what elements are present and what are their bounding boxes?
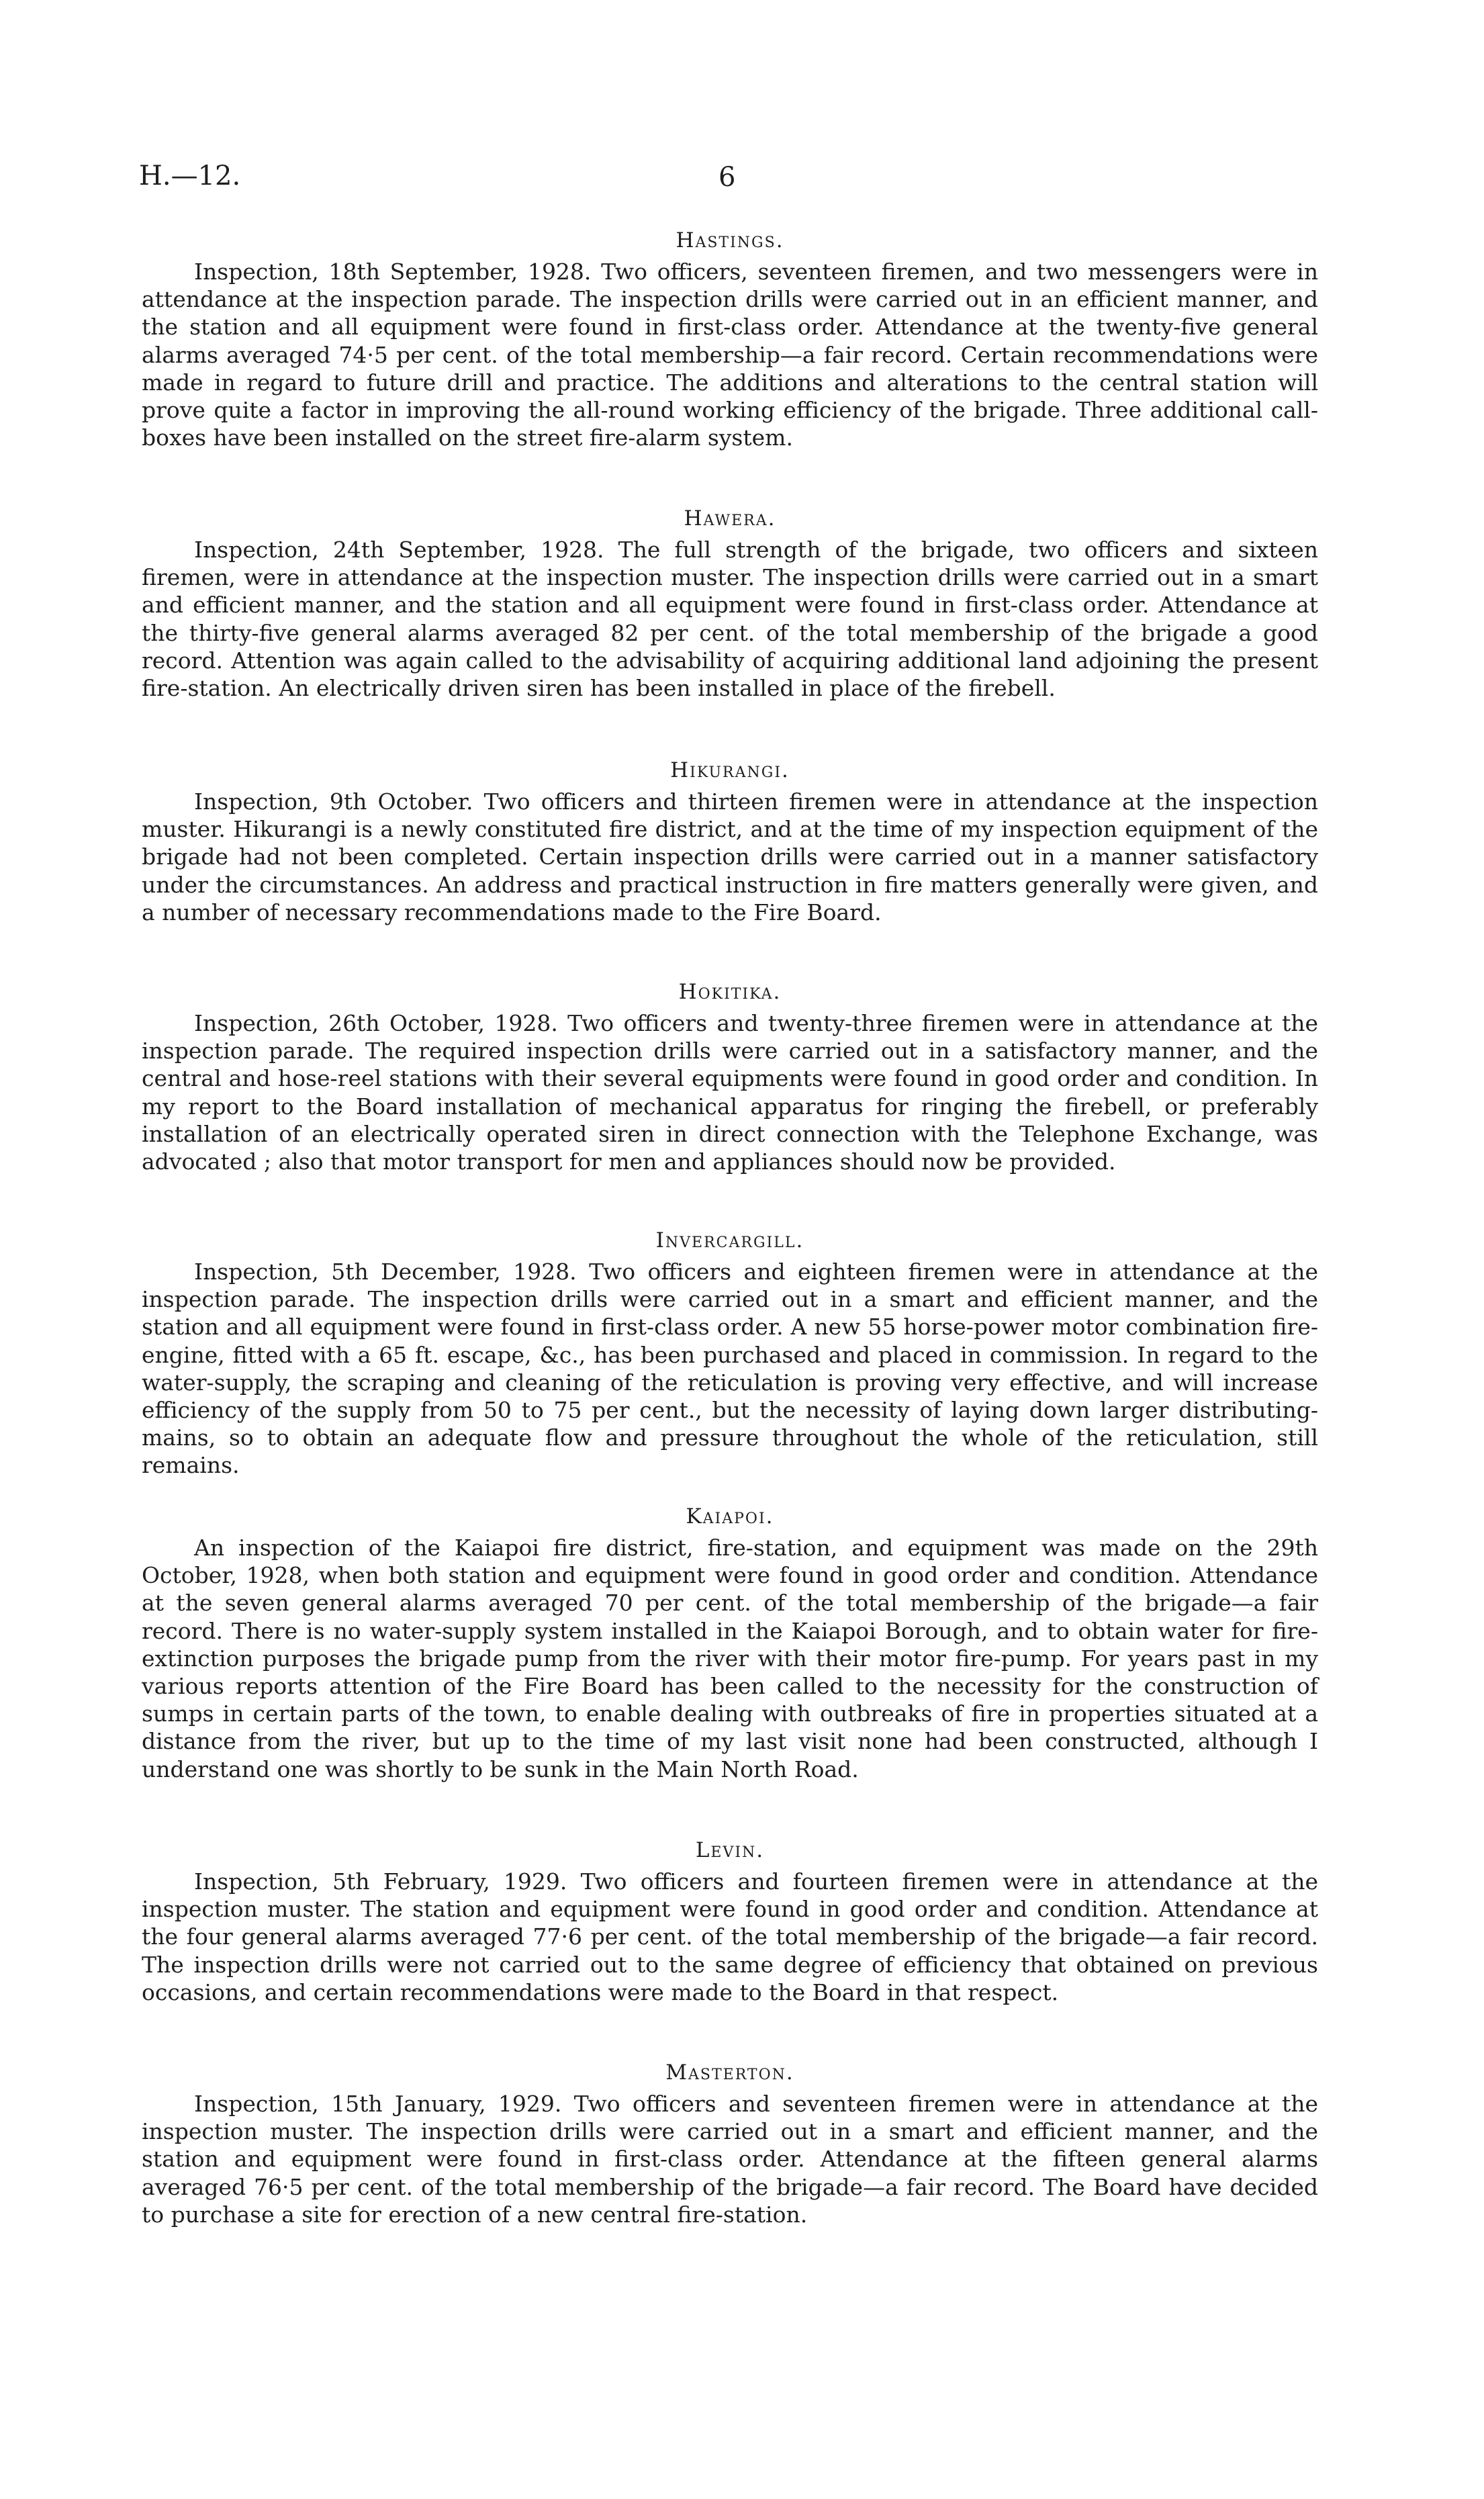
section-paragraph: Inspection, 18th September, 1928. Two officers, seventeen firemen, and two messengers were in attendance at the inspection parade. The inspection drills were carried out in an efficient manner, and the station and all equipment were found in first-class order. Attendance at the twenty-five general alarms averaged 74·5 per cent. of the total membership—a fair record. Certain recommendations were made in regard to future drill and practice. The additions and alterations to the central station will prove quite a factor in improving the all-round working efficiency of the brigade. Three additional call-boxes have been installed on the street fire-alarm system. xyxy=(142,259,1318,451)
section-paragraph: Inspection, 24th September, 1928. The full strength of the brigade, two officers and sixteen firemen, were in attendance at the inspection muster. The inspection drills were carried out in a smart and efficient manner, and the station and all equipment were found in first-class order. Attendance at the thirty-five general alarms averaged 82 per cent. of the total membership of the brigade a good record. Attention was again called to the advisability of acquiring additional land adjoining the present fire-station. An electrically driven siren has been installed in place of the firebell. xyxy=(142,537,1318,702)
section-paragraph: Inspection, 5th February, 1929. Two officers and fourteen firemen were in attendance at the inspection muster. The station and equipment were found in good order and condition. Attendance at the four general alarms averaged 77·6 per cent. of the total membership of the brigade—a fair record. The inspection drills were not carried out to the same degree of efficiency that obtained on previous occasions, and certain recommendations were made to the Board in that respect. xyxy=(142,1868,1318,2005)
section-kaiapoi xyxy=(142,1503,1318,1783)
section-heading: Kaiapoi. xyxy=(686,1504,774,1529)
section-masterton xyxy=(142,2059,1318,2228)
section-heading: Invercargill. xyxy=(655,1228,804,1253)
section-heading: Hawera. xyxy=(684,506,776,531)
document-reference: H.—12. xyxy=(139,161,241,191)
section-hastings xyxy=(142,227,1318,451)
section-paragraph: An inspection of the Kaiapoi fire district, fire-station, and equipment was made on the 29th October, 1928, when both station and equipment were found in good order and condition. Attendance at the seven general alarms averaged 70 per cent. of the total membership of the brigade—a fair record. There is no water-supply system installed in the Kaiapoi Borough, and to obtain water for fire-extinction purposes the brigade pump from the river with their motor fire-pump. For years past in my various reports attention of the Fire Board has been called to the necessity for the construction of sumps in certain parts of the town, to enable dealing with outbreaks of fire in properties situated at a distance from the river, but up to the time of my last visit none had been constructed, although I understand one was shortly to be sunk in the Main North Road. xyxy=(142,1535,1318,1782)
section-hokitika xyxy=(142,979,1318,1175)
section-paragraph: Inspection, 26th October, 1928. Two officers and twenty-three firemen were in attendance at the inspection parade. The required inspection drills were carried out in a satisfactory manner, and the central and hose-reel stations with their several equipments were found in good order and condition. In my report to the Board installation of mechanical apparatus for ringing the firebell, or preferably installation of an electrically operated siren in direct connection with the Telephone Exchange, was advocated ; also that motor transport for men and appliances should now be provided. xyxy=(142,1010,1318,1175)
section-heading: Hokitika. xyxy=(678,980,782,1004)
page-number: 6 xyxy=(718,162,736,193)
section-heading: Masterton. xyxy=(665,2060,794,2085)
section-paragraph: Inspection, 5th December, 1928. Two officers and eighteen firemen were in attendance at the inspection parade. The inspection drills were carried out in a smart and efficient manner, and the station and all equipment were found in first-class order. A new 55 horse-power motor combination fire-engine, fitted with a 65 ft. escape, &c., has been purchased and placed in commission. In regard to the water-supply, the scraping and cleaning of the reticulation is proving very effective, and will increase efficiency of the supply from 50 to 75 per cent., but the necessity of laying down larger distributing-mains, so to obtain an adequate flow and pressure throughout the whole of the reticulation, still remains. xyxy=(142,1259,1318,1479)
section-paragraph: Inspection, 15th January, 1929. Two officers and seventeen firemen were in attendance at the inspection muster. The inspection drills were carried out in a smart and efficient manner, and the station and equipment were found in first-class order. Attendance at the fifteen general alarms averaged 76·5 per cent. of the total membership of the brigade—a fair record. The Board have decided to purchase a site for erection of a new central fire-station. xyxy=(142,2091,1318,2228)
section-invercargill xyxy=(142,1227,1318,1480)
section-levin xyxy=(142,1837,1318,2006)
section-hikurangi xyxy=(142,757,1318,926)
section-hawera xyxy=(142,505,1318,702)
section-paragraph: Inspection, 9th October. Two officers and thirteen firemen were in attendance at the inspection muster. Hikurangi is a newly constituted fire district, and at the time of my inspection equipment of the brigade had not been completed. Certain inspection drills were carried out in a manner satisfactory under the circumstances. An address and practical instruction in fire matters generally were given, and a number of necessary recommendations made to the Fire Board. xyxy=(142,788,1318,925)
section-heading: Hikurangi. xyxy=(670,758,790,782)
section-heading: Levin. xyxy=(695,1838,765,1862)
section-heading: Hastings. xyxy=(676,228,784,253)
